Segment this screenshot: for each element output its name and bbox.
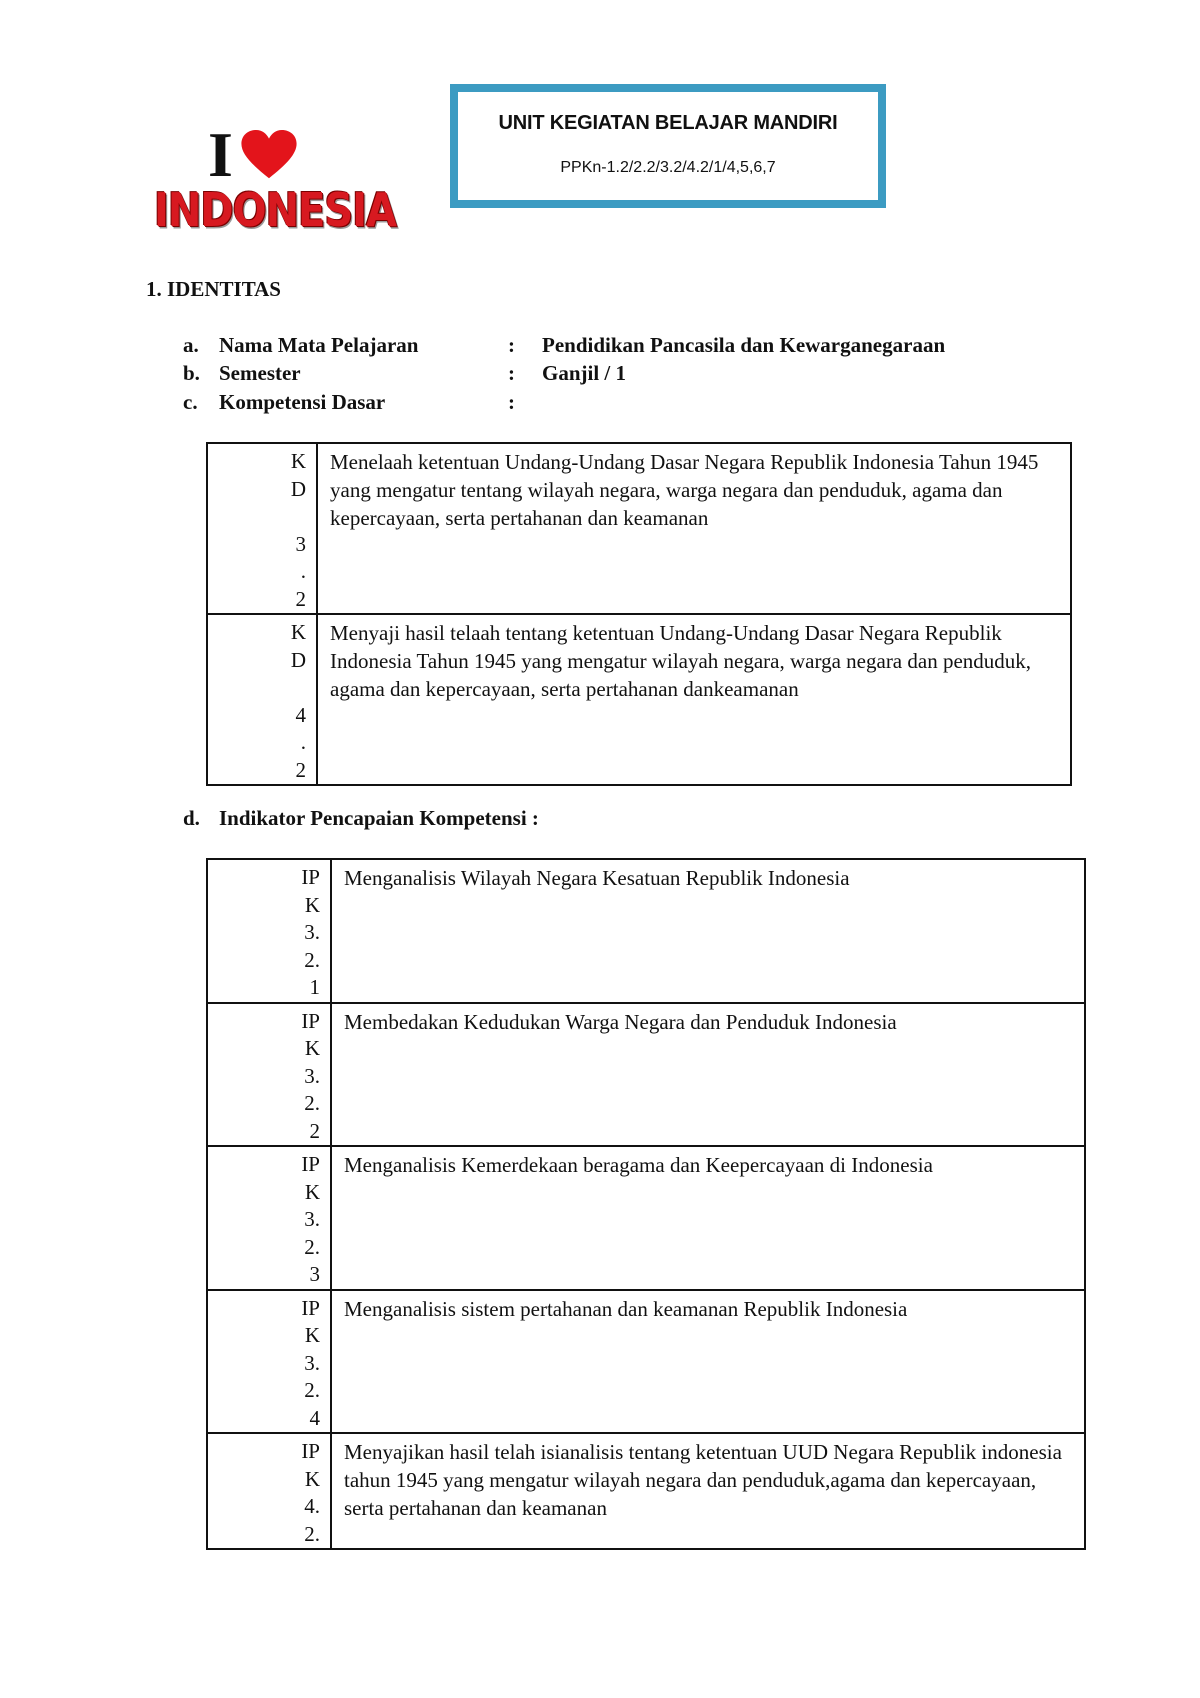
kd-code-cell [207, 614, 317, 785]
code-char: 3. [304, 1350, 320, 1375]
code-char: 2. [304, 1521, 320, 1546]
ipk-description: Menganalisis Wilayah Negara Kesatuan Republik Indonesia [331, 859, 1085, 1003]
code-char: 2. [304, 1234, 320, 1259]
kompetensi-dasar-table [206, 442, 1072, 786]
code-char: 2 [309, 1118, 320, 1143]
identity-colon: : [508, 333, 515, 357]
document-code: PPKn-1.2/2.2/3.2/4.2/1/4,5,6,7 [560, 159, 776, 176]
kd-code-cell [207, 443, 317, 614]
code-char: 3 [309, 1262, 320, 1286]
code-char: K [304, 892, 320, 917]
code-char [208, 503, 306, 531]
code-char: . [300, 559, 306, 583]
table-row [207, 614, 1071, 785]
code-char: K [290, 620, 306, 644]
ipk-description: Menganalisis Kemerdekaan beragama dan Keepercayaan di Indonesia [331, 1146, 1085, 1290]
ipk-code-cell [207, 1146, 331, 1290]
code-char: 4 [295, 702, 306, 727]
kd-description: Menyaji hasil telaah tentang ketentuan Undang-Undang Dasar Negara Republik Indonesia Tahun 1945 yang mengatur wilayah negara, warga negara dan penduduk, agama dan kepercayaan, serta pertahanan dankeamanan [317, 614, 1071, 785]
i-love-indonesia-logo [150, 118, 397, 238]
code-char: 4 [309, 1405, 320, 1430]
table-row [207, 1146, 1085, 1290]
code-char: K [304, 1179, 320, 1204]
code-char: IP [301, 1152, 320, 1176]
code-char: D [290, 647, 306, 672]
code-char [208, 674, 306, 702]
title-box [450, 84, 886, 208]
code-char: K [290, 449, 306, 473]
ipk-code-cell [207, 1433, 331, 1549]
code-char: 3. [304, 1207, 320, 1231]
indikator-label: Indikator Pencapaian Kompetensi : [219, 806, 539, 830]
identity-label: Nama Mata Pelajaran [219, 333, 419, 357]
code-char: K [304, 1323, 320, 1347]
code-char: . [300, 730, 306, 754]
code-char: D [290, 476, 306, 501]
document-title: UNIT KEGIATAN BELAJAR MANDIRI [498, 112, 838, 134]
code-char: 2. [304, 1378, 320, 1402]
code-char: 3. [304, 1063, 320, 1088]
code-char: K [304, 1466, 320, 1491]
identity-colon: : [508, 390, 515, 414]
table-row [207, 1290, 1085, 1434]
identity-label: Kompetensi Dasar [219, 390, 386, 414]
ipk-code-cell [207, 1003, 331, 1147]
heart-icon [241, 130, 297, 180]
code-char: 4. [304, 1494, 320, 1518]
code-char: 2 [295, 757, 306, 782]
indikator-heading [183, 806, 683, 834]
table-row [207, 443, 1071, 614]
ipk-description: Menyajikan hasil telah isianalisis tentang ketentuan UUD Negara Republik indonesia tahun 1945 yang mengatur wilayah negara dan penduduk,agama dan kepercayaan, serta pertahanan dan keamanan [331, 1433, 1085, 1549]
section-heading-identitas: 1. IDENTITAS [146, 277, 281, 301]
code-char: 2. [304, 1091, 320, 1115]
ipk-description: Menganalisis sistem pertahanan dan keamanan Republik Indonesia [331, 1290, 1085, 1434]
indikator-table [206, 858, 1086, 1550]
ipk-code-cell [207, 859, 331, 1003]
ipk-description: Membedakan Kedudukan Warga Negara dan Penduduk Indonesia [331, 1003, 1085, 1147]
table-row [207, 1003, 1085, 1147]
identity-row [183, 390, 1083, 418]
table-row [207, 859, 1085, 1003]
code-char: 3. [304, 920, 320, 944]
identity-letter: b. [183, 361, 200, 385]
table-row [207, 1433, 1085, 1549]
code-char: 1 [309, 975, 320, 999]
code-char: 2 [295, 586, 306, 611]
code-char: 2. [304, 947, 320, 972]
identity-letter: c. [183, 390, 198, 414]
code-char: IP [301, 865, 320, 889]
logo-i-letter: I [208, 119, 233, 190]
identity-letter: a. [183, 333, 199, 357]
code-char: 3 [295, 531, 306, 556]
identity-value: Ganjil / 1 [542, 361, 627, 385]
kd-description: Menelaah ketentuan Undang-Undang Dasar Negara Republik Indonesia Tahun 1945 yang mengatur tentang wilayah negara, warga negara dan penduduk, agama dan kepercayaan, serta pertahanan dan keamanan [317, 443, 1071, 614]
logo-indonesia-word: INDONESIA [154, 184, 397, 238]
identity-row [183, 361, 1083, 389]
identity-colon: : [508, 361, 515, 385]
code-char: K [304, 1036, 320, 1060]
code-char: IP [301, 1295, 320, 1320]
ipk-code-cell [207, 1290, 331, 1434]
identity-value: Pendidikan Pancasila dan Kewarganegaraan [542, 333, 946, 357]
identity-label: Semester [219, 361, 301, 385]
code-char: IP [301, 1439, 320, 1463]
code-char: IP [301, 1008, 320, 1033]
indikator-letter: d. [183, 806, 200, 830]
identity-row [183, 333, 1083, 361]
